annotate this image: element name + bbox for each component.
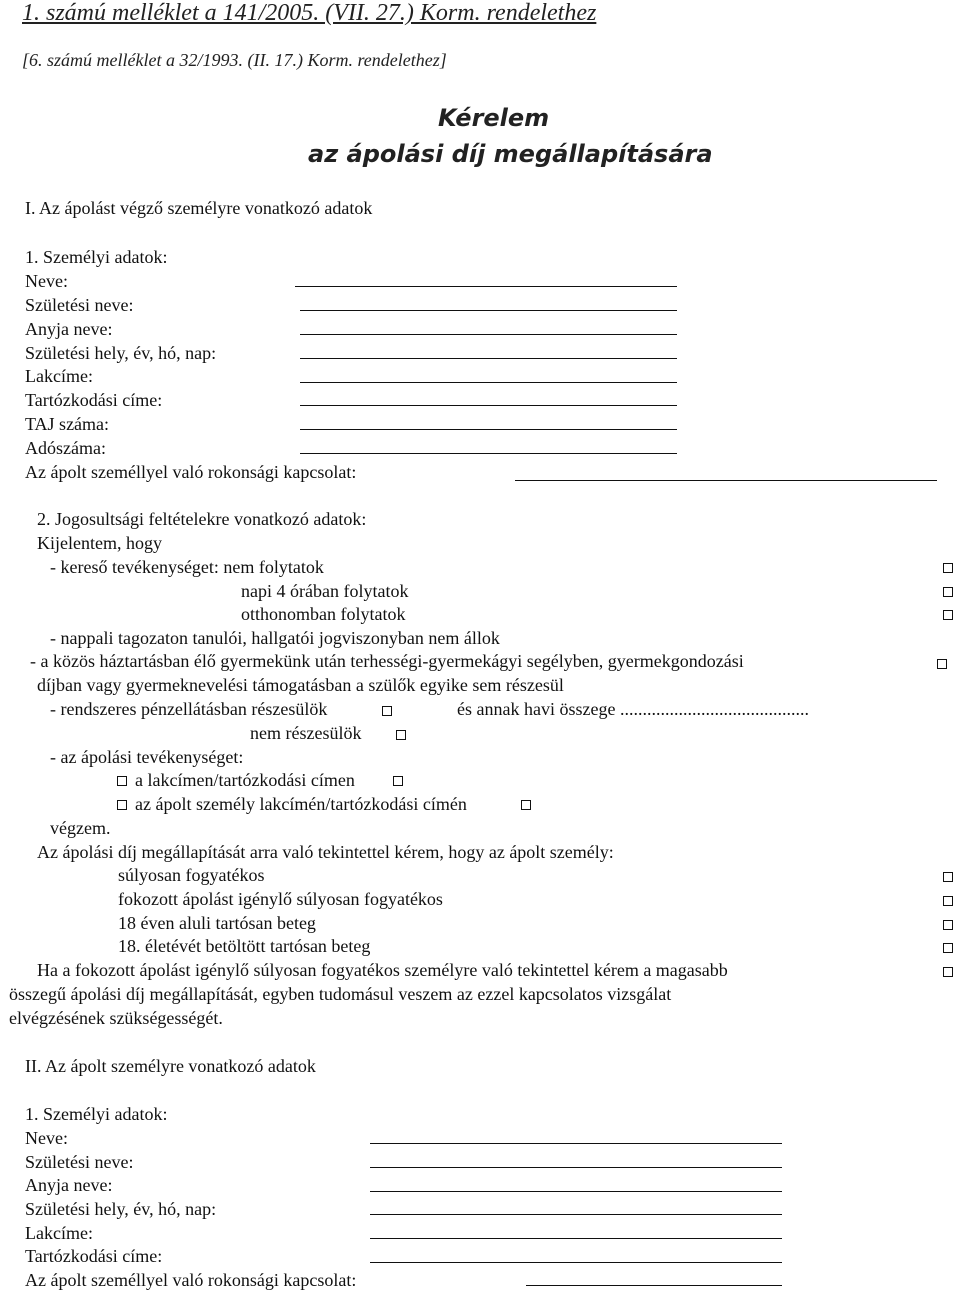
label-mother-name: Anyja neve: bbox=[25, 319, 113, 339]
document-title: 1. számú melléklet a 141/2005. (VII. 27.) Korm. rendelethez bbox=[22, 0, 597, 26]
label-birth-place-date: Születési hely, év, hó, nap: bbox=[25, 343, 217, 363]
patient-label-residence: Tartózkodási címe: bbox=[25, 1246, 163, 1266]
cond3-label: 18 éven aluli tartósan beteg bbox=[118, 913, 316, 933]
care-opt2-label: az ápolt személy lakcímén/tartózkodási címén bbox=[135, 794, 467, 814]
label-relation: Az ápolt személlyel való rokonsági kapcsolat: bbox=[25, 462, 357, 482]
personal-data-heading: 1. Személyi adatok: bbox=[25, 247, 168, 267]
work-4h-label: napi 4 órában folytatok bbox=[241, 581, 409, 601]
address-field[interactable] bbox=[300, 382, 677, 383]
benefit-no-label: nem részesülök bbox=[250, 723, 362, 743]
label-taj: TAJ száma: bbox=[25, 414, 110, 434]
mother-name-field[interactable] bbox=[300, 334, 677, 335]
cond3-checkbox[interactable] bbox=[943, 920, 953, 930]
work-4h-checkbox[interactable] bbox=[943, 587, 953, 597]
higher-amount-text-1: Ha a fokozott ápolást igénylő súlyosan fogyatékos személyre való tekintettel kérem a magasabb bbox=[37, 960, 728, 980]
request-text: Az ápolási díj megállapítását arra való tekintettel kérem, hogy az ápolt személy: bbox=[37, 842, 614, 862]
care-opt2-checkbox-right[interactable] bbox=[521, 800, 531, 810]
work-none-checkbox[interactable] bbox=[943, 563, 953, 573]
care-opt2-checkbox-left[interactable] bbox=[117, 800, 127, 810]
cond1-label: súlyosan fogyatékos bbox=[118, 865, 265, 885]
patient-residence-field[interactable] bbox=[370, 1262, 782, 1263]
tax-field[interactable] bbox=[300, 453, 677, 454]
label-residence: Tartózkodási címe: bbox=[25, 390, 163, 410]
residence-field[interactable] bbox=[300, 405, 677, 406]
cond1-checkbox[interactable] bbox=[943, 872, 953, 882]
patient-personal-heading: 1. Személyi adatok: bbox=[25, 1104, 168, 1124]
care-end-text: végzem. bbox=[50, 818, 111, 838]
benefit-yes-checkbox[interactable] bbox=[382, 706, 392, 716]
eligibility-heading: 2. Jogosultsági feltételekre vonatkozó adatok: bbox=[37, 509, 367, 529]
work-home-checkbox[interactable] bbox=[943, 610, 953, 620]
patient-label-name: Neve: bbox=[25, 1128, 68, 1148]
patient-address-field[interactable] bbox=[370, 1238, 782, 1239]
form-title-line1: Kérelem bbox=[438, 104, 550, 132]
cond2-checkbox[interactable] bbox=[943, 896, 953, 906]
household-text-2: díjban vagy gyermeknevelési támogatásban a szülők egyike sem részesül bbox=[37, 675, 564, 695]
birth-name-field[interactable] bbox=[300, 310, 677, 311]
cond2-label: fokozott ápolást igénylő súlyosan fogyatékos bbox=[118, 889, 443, 909]
care-opt1-checkbox-right[interactable] bbox=[393, 776, 403, 786]
patient-mother-name-field[interactable] bbox=[370, 1191, 782, 1192]
work-home-label: otthonomban folytatok bbox=[241, 604, 406, 624]
form-title-line2: az ápolási díj megállapítására bbox=[308, 140, 713, 168]
higher-amount-text-2: összegű ápolási díj megállapítását, egyben tudomásul veszem az ezzel kapcsolatos vizsgálat bbox=[9, 984, 672, 1004]
cond4-checkbox[interactable] bbox=[943, 943, 953, 953]
patient-relation-field[interactable] bbox=[526, 1285, 782, 1286]
benefit-no-checkbox[interactable] bbox=[396, 730, 406, 740]
document-subtitle: [6. számú melléklet a 32/1993. (II. 17.) Korm. rendelethez] bbox=[22, 50, 447, 70]
patient-label-address: Lakcíme: bbox=[25, 1223, 93, 1243]
declare-text: Kijelentem, hogy bbox=[37, 533, 162, 553]
higher-amount-checkbox[interactable] bbox=[943, 967, 953, 977]
name-field[interactable] bbox=[295, 286, 677, 287]
patient-birth-name-field[interactable] bbox=[370, 1167, 782, 1168]
patient-label-birth-name: Születési neve: bbox=[25, 1152, 134, 1172]
care-heading: - az ápolási tevékenységet: bbox=[50, 747, 244, 767]
student-status-text: - nappali tagozaton tanulói, hallgatói jogviszonyban nem állok bbox=[50, 628, 500, 648]
household-checkbox[interactable] bbox=[937, 659, 947, 669]
work-none-label: - kereső tevékenységet: nem folytatok bbox=[50, 557, 324, 577]
taj-field[interactable] bbox=[300, 429, 677, 430]
care-opt1-checkbox-left[interactable] bbox=[117, 776, 127, 786]
patient-name-field[interactable] bbox=[370, 1143, 782, 1144]
label-name: Neve: bbox=[25, 271, 68, 291]
benefit-yes-label: - rendszeres pénzellátásban részesülök bbox=[50, 699, 328, 719]
label-birth-name: Születési neve: bbox=[25, 295, 134, 315]
care-opt1-label: a lakcímen/tartózkodási címen bbox=[135, 770, 355, 790]
patient-label-mother-name: Anyja neve: bbox=[25, 1175, 113, 1195]
cond4-label: 18. életévét betöltött tartósan beteg bbox=[118, 936, 371, 956]
patient-label-relation: Az ápolt személlyel való rokonsági kapcsolat: bbox=[25, 1270, 357, 1290]
label-tax: Adószáma: bbox=[25, 438, 106, 458]
higher-amount-text-3: elvégzésének szükségességét. bbox=[9, 1008, 223, 1028]
patient-birth-place-date-field[interactable] bbox=[370, 1214, 782, 1215]
label-address: Lakcíme: bbox=[25, 366, 93, 386]
relation-field[interactable] bbox=[515, 480, 937, 481]
patient-label-birth-place-date: Születési hely, év, hó, nap: bbox=[25, 1199, 217, 1219]
birth-place-date-field[interactable] bbox=[300, 358, 677, 359]
household-text-1: - a közös háztartásban élő gyermekünk után terhességi-gyermekágyi segélyben, gyermekgondozási bbox=[30, 651, 744, 671]
section-2-heading: II. Az ápolt személyre vonatkozó adatok bbox=[25, 1056, 316, 1076]
section-1-heading: I. Az ápolást végző személyre vonatkozó adatok bbox=[25, 198, 373, 218]
benefit-amount-text: és annak havi összege .......................................... bbox=[457, 699, 809, 719]
